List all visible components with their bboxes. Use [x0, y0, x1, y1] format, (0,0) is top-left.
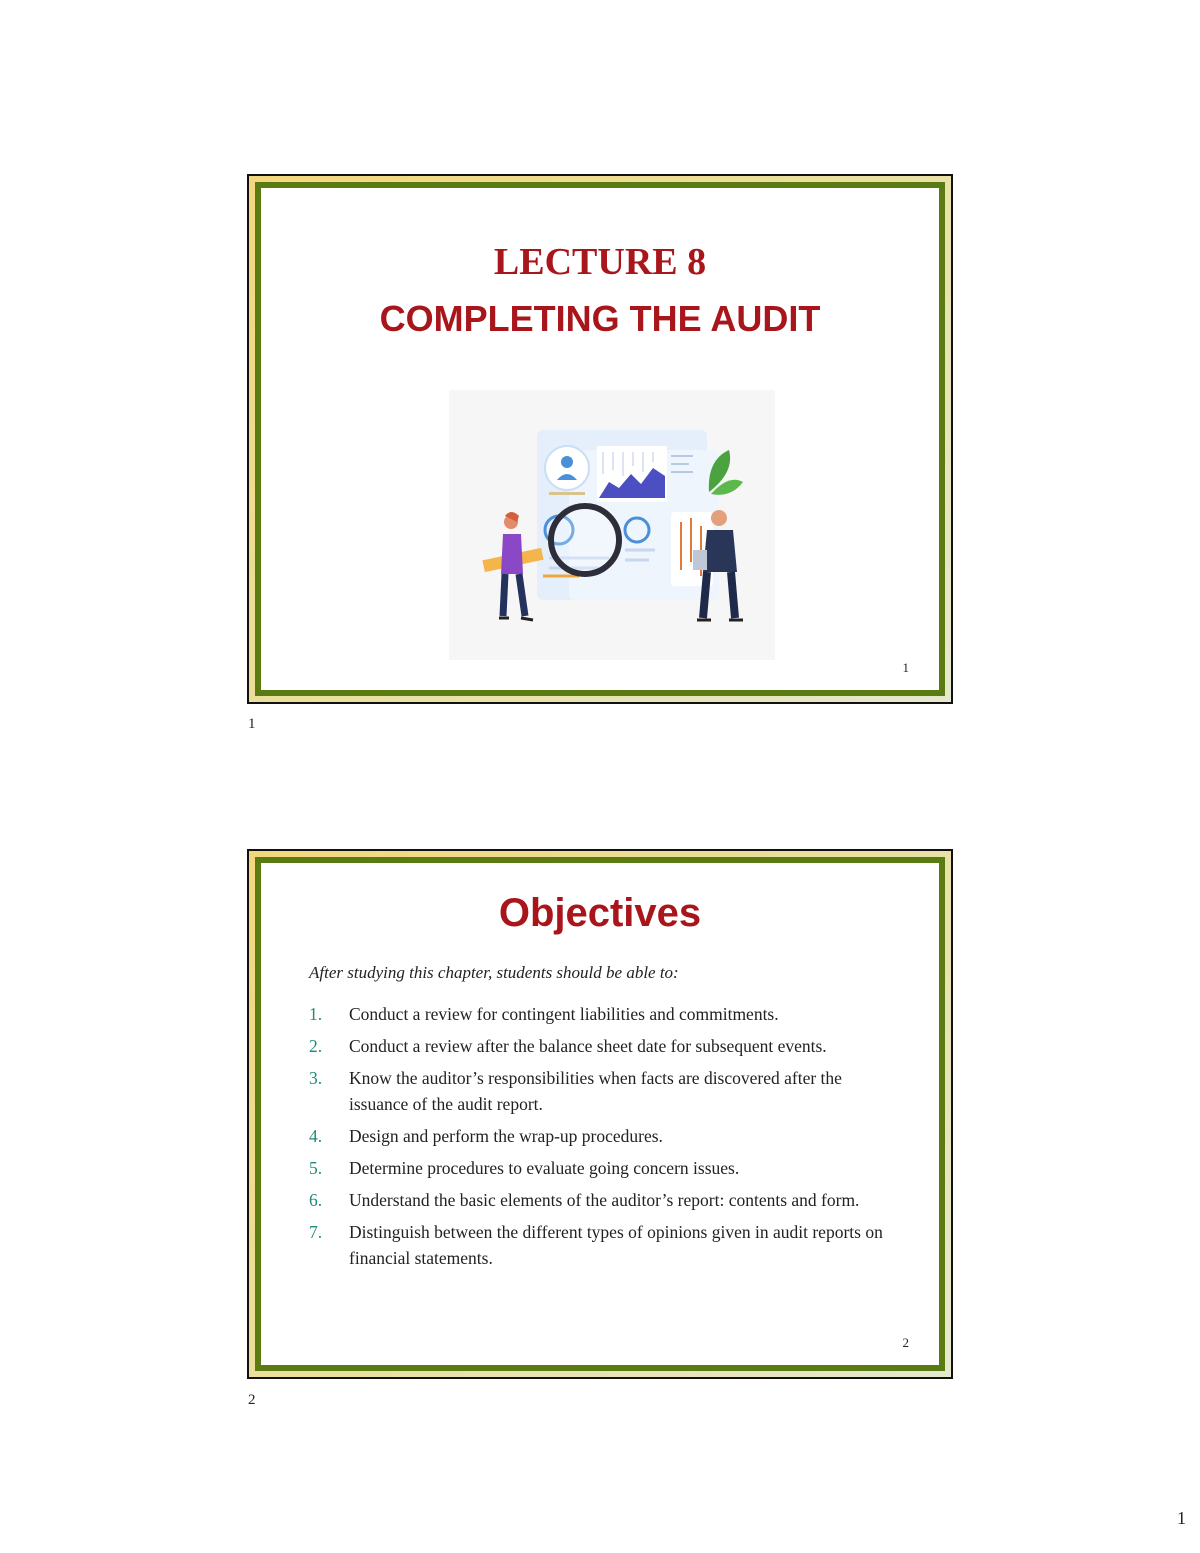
slide-1: [247, 174, 953, 704]
page-number: 1: [1177, 1508, 1186, 1528]
objective-number: 6.: [309, 1190, 323, 1210]
objective-number: 1.: [309, 1004, 323, 1024]
objective-number: 3.: [309, 1068, 323, 1088]
slide-1-content: [255, 182, 945, 696]
objective-text: Conduct a review for contingent liabilities and commitments.: [349, 1004, 779, 1024]
slide-2-content: [255, 857, 945, 1371]
objective-item: [309, 1065, 899, 1117]
lecture-title: LECTURE 8: [493, 241, 707, 283]
objective-number: 7.: [309, 1222, 323, 1242]
objective-text: Determine procedures to evaluate going concern issues.: [349, 1158, 740, 1178]
objective-item: [309, 1187, 899, 1213]
slide-number: 2: [902, 1335, 909, 1350]
objective-number: 4.: [309, 1126, 323, 1146]
objective-text: Know the auditor’s responsibilities when facts are discovered after the issuance of the audit report.: [349, 1068, 842, 1114]
objective-text: Design and perform the wrap-up procedures.: [349, 1126, 663, 1146]
objective-text: Distinguish between the different types of opinions given in audit reports on financial statements.: [349, 1222, 883, 1268]
objective-text: Understand the basic elements of the auditor’s report: contents and form.: [349, 1190, 860, 1210]
slide-number: 1: [902, 660, 909, 675]
handout-slide-label: 2: [248, 1392, 256, 1408]
objective-text: Conduct a review after the balance sheet date for subsequent events.: [349, 1036, 827, 1056]
objectives-title: Objectives: [498, 891, 702, 935]
objectives-intro: After studying this chapter, students should be able to:: [309, 963, 679, 982]
audit-illustration-icon: [449, 390, 775, 660]
objective-item: [309, 1155, 899, 1181]
objective-item: [309, 1033, 899, 1059]
objective-item: [309, 1001, 899, 1027]
lecture-subtitle: COMPLETING THE AUDIT: [379, 298, 821, 339]
objective-item: [309, 1219, 899, 1271]
objectives-list: [309, 1001, 899, 1277]
objective-number: 5.: [309, 1158, 323, 1178]
handout-slide-label: 1: [248, 716, 256, 732]
objective-number: 2.: [309, 1036, 323, 1056]
objective-item: [309, 1123, 899, 1149]
slide-2: [247, 849, 953, 1379]
